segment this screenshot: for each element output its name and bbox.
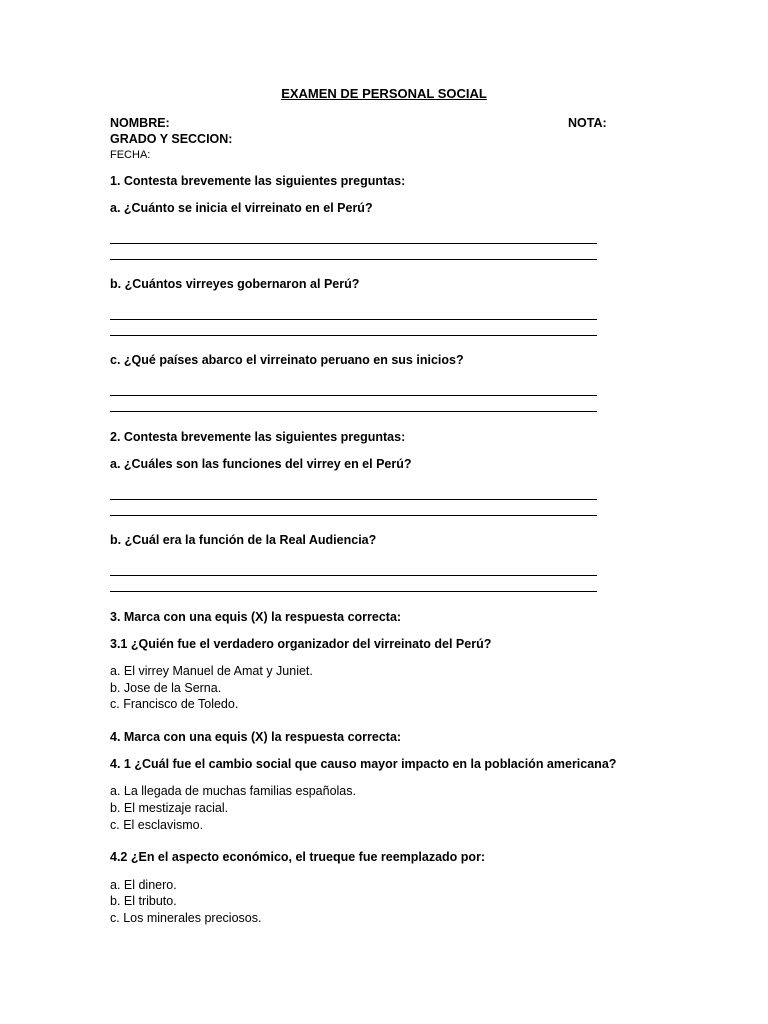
section2-question-b: b. ¿Cuál era la función de la Real Audiencia? — [110, 533, 377, 547]
answer-line — [110, 499, 597, 500]
exam-title: EXAMEN DE PERSONAL SOCIAL — [281, 86, 487, 101]
answer-line — [110, 259, 597, 260]
section3-question-1: 3.1 ¿Quién fue el verdadero organizador del virreinato del Perú? — [110, 637, 492, 651]
grado-seccion-label: GRADO Y SECCION: — [110, 132, 233, 146]
answer-line — [110, 395, 597, 396]
section4-q2-option-b: b. El tributo. — [110, 894, 177, 908]
fecha-label: FECHA: — [110, 149, 151, 161]
answer-line — [110, 335, 597, 336]
section4-instruction: 4. Marca con una equis (X) la respuesta correcta: — [110, 730, 402, 744]
section1-question-a: a. ¿Cuánto se inicia el virreinato en el Perú? — [110, 201, 373, 215]
section2-question-a: a. ¿Cuáles son las funciones del virrey en el Perú? — [110, 457, 412, 471]
section4-q1-option-b: b. El mestizaje racial. — [110, 801, 229, 815]
section1-question-c: c. ¿Qué países abarco el virreinato peruano en sus inicios? — [110, 353, 464, 367]
section3-option-a: a. El virrey Manuel de Amat y Juniet. — [110, 664, 313, 678]
section4-q2-option-a: a. El dinero. — [110, 878, 177, 892]
section1-question-b: b. ¿Cuántos virreyes gobernaron al Perú? — [110, 277, 360, 291]
section3-option-b: b. Jose de la Serna. — [110, 681, 222, 695]
section2-instruction: 2. Contesta brevemente las siguientes preguntas: — [110, 430, 406, 444]
section4-question-2: 4.2 ¿En el aspecto económico, el trueque fue reemplazado por: — [110, 850, 486, 864]
answer-line — [110, 411, 597, 412]
answer-line — [110, 591, 597, 592]
section4-q1-option-a: a. La llegada de muchas familias españolas. — [110, 784, 356, 798]
nombre-label: NOMBRE: — [110, 116, 170, 130]
answer-line — [110, 515, 597, 516]
section3-option-c: c. Francisco de Toledo. — [110, 697, 239, 711]
answer-line — [110, 575, 597, 576]
answer-line — [110, 319, 597, 320]
answer-line — [110, 243, 597, 244]
section1-instruction: 1. Contesta brevemente las siguientes preguntas: — [110, 174, 406, 188]
nota-label: NOTA: — [568, 116, 607, 130]
section4-q2-option-c: c. Los minerales preciosos. — [110, 911, 262, 925]
section4-q1-option-c: c. El esclavismo. — [110, 818, 204, 832]
section3-instruction: 3. Marca con una equis (X) la respuesta correcta: — [110, 610, 402, 624]
section4-question-1: 4. 1 ¿Cuál fue el cambio social que causo mayor impacto en la población americana? — [110, 757, 617, 771]
